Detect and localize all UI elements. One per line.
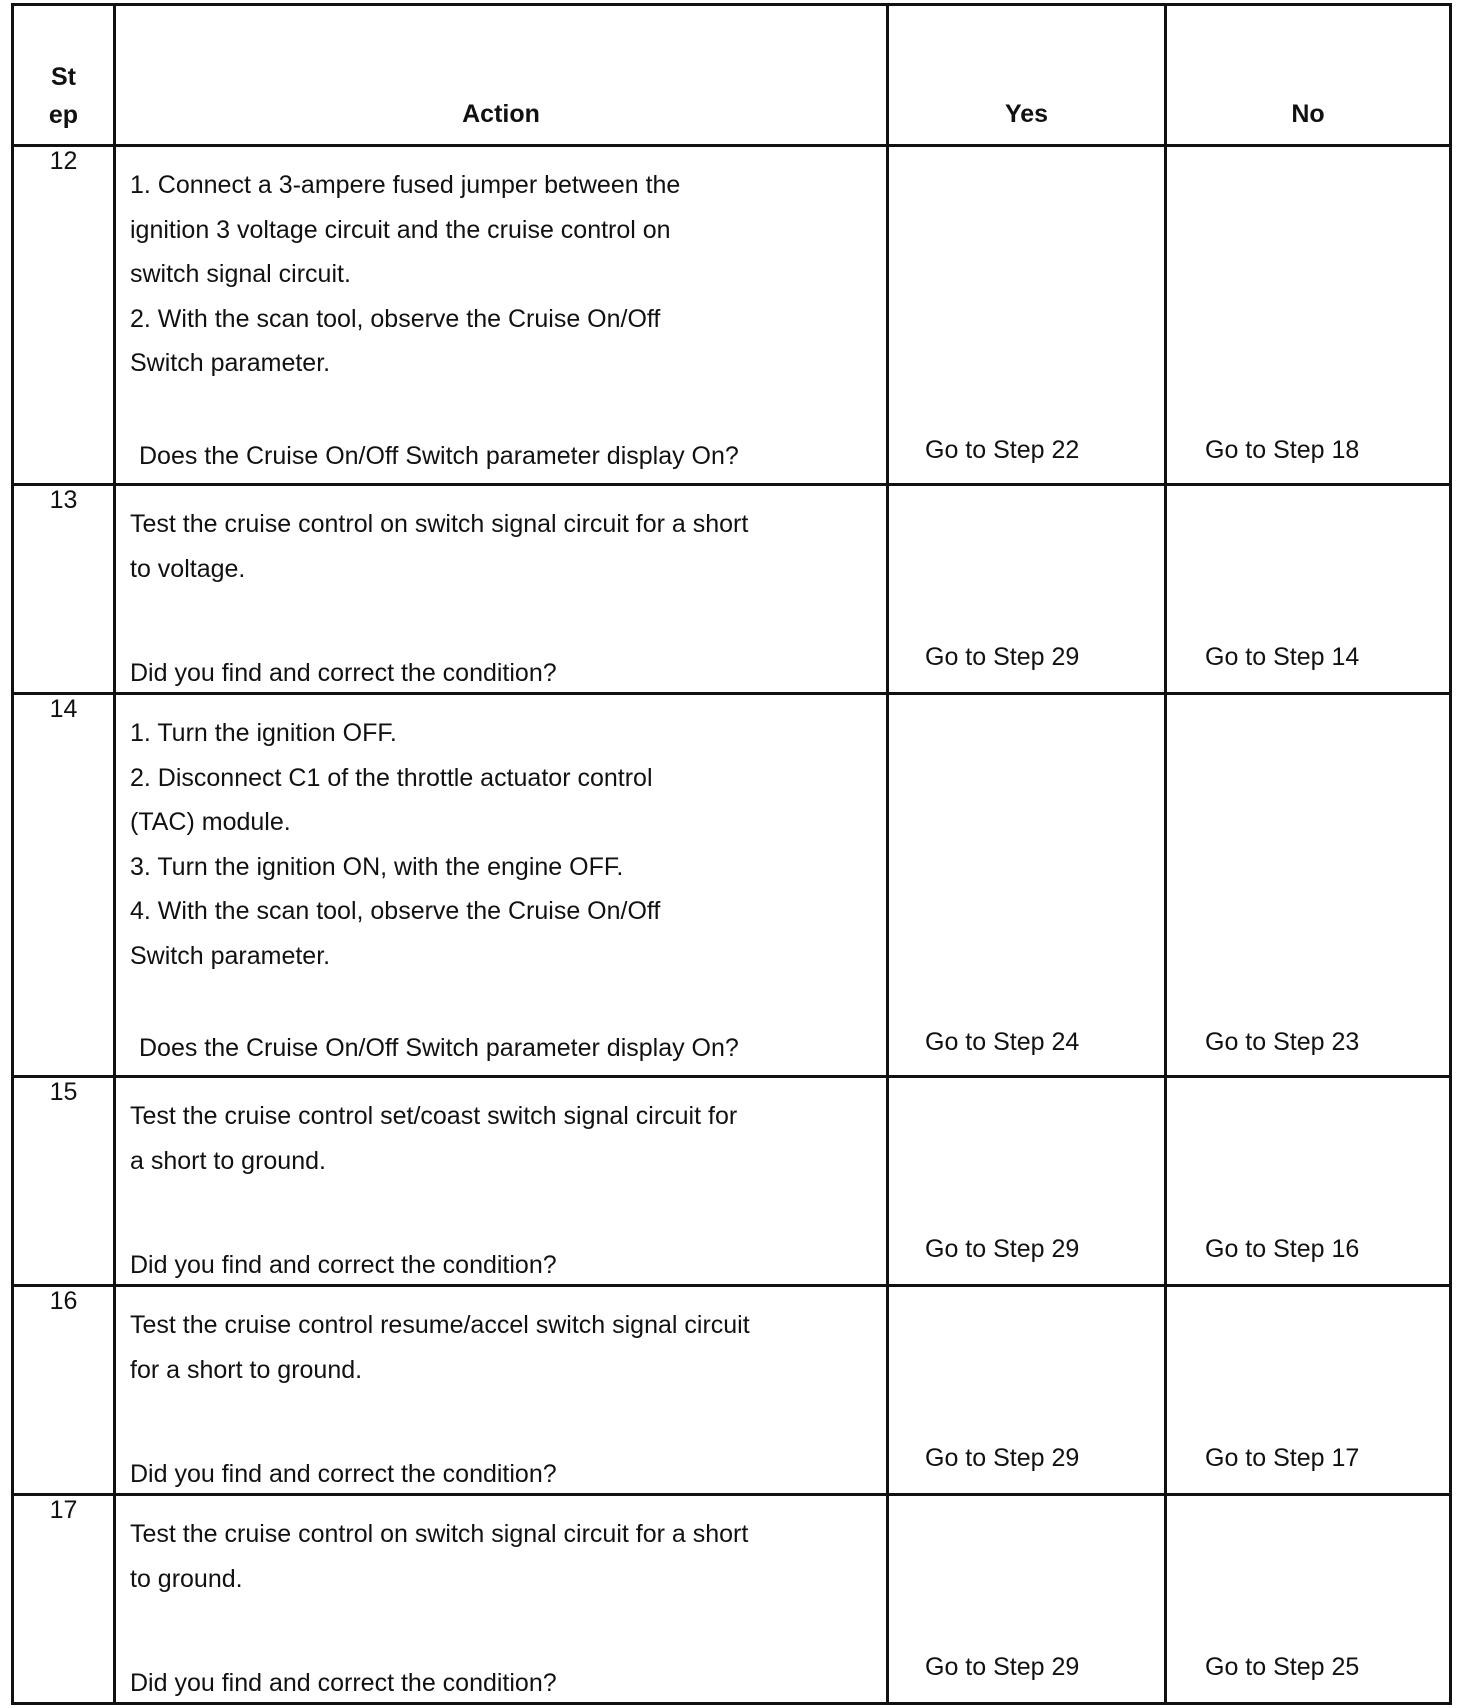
action-line: 1. Connect a 3-ampere fused jumper between the [130, 171, 681, 199]
action-line: Test the cruise control resume/accel switch signal circuit [130, 1311, 750, 1339]
table-row [13, 146, 1451, 485]
action-instructions [130, 1512, 876, 1601]
yes-result: Go to Step 29 [925, 1235, 1080, 1263]
yes-cell [888, 146, 1166, 485]
action-cell [115, 1077, 888, 1286]
step-number: 17 [13, 1495, 115, 1704]
no-cell [1166, 146, 1451, 485]
yes-result: Go to Step 24 [925, 1028, 1080, 1056]
yes-cell [888, 1286, 1166, 1495]
no-cell [1166, 1077, 1451, 1286]
no-result: Go to Step 23 [1205, 1028, 1360, 1056]
action-line: to voltage. [130, 554, 246, 583]
header-action: Action [115, 5, 888, 146]
action-cell [115, 1495, 888, 1704]
action-question: Did you find and correct the condition? [130, 1669, 557, 1697]
action-line: ignition 3 voltage circuit and the cruise control on [130, 215, 671, 244]
action-instructions [130, 502, 876, 591]
action-instructions [130, 1303, 876, 1392]
step-number: 14 [13, 694, 115, 1077]
no-cell [1166, 1495, 1451, 1704]
action-line: (TAC) module. [130, 808, 291, 836]
step-number: 13 [13, 485, 115, 694]
table-header-row [13, 5, 1451, 146]
no-result: Go to Step 16 [1205, 1235, 1360, 1263]
no-result: Go to Step 18 [1205, 436, 1360, 464]
action-cell [115, 146, 888, 485]
action-line: Test the cruise control on switch signal circuit for a short [130, 510, 749, 538]
yes-result: Go to Step 29 [925, 643, 1080, 671]
action-question: Did you find and correct the condition? [130, 1251, 557, 1279]
action-question: Did you find and correct the condition? [130, 1460, 557, 1488]
table-row [13, 1077, 1451, 1286]
table-row [13, 1495, 1451, 1704]
header-step [13, 5, 115, 146]
no-result: Go to Step 17 [1205, 1444, 1360, 1472]
action-line: to ground. [130, 1564, 243, 1593]
action-line: for a short to ground. [130, 1355, 363, 1384]
table-row [13, 1286, 1451, 1495]
action-line: Test the cruise control set/coast switch signal circuit for [130, 1102, 738, 1130]
table-row [13, 694, 1451, 1077]
action-line: 2. With the scan tool, observe the Cruise On/Off [130, 304, 661, 333]
yes-result: Go to Step 22 [925, 436, 1080, 464]
no-result: Go to Step 14 [1205, 643, 1360, 671]
yes-cell [888, 485, 1166, 694]
diagnostic-table [11, 3, 1452, 1705]
action-line: a short to ground. [130, 1146, 326, 1175]
action-line: 1. Turn the ignition OFF. [130, 719, 397, 747]
action-line: 2. Disconnect C1 of the throttle actuator control [130, 763, 653, 792]
no-cell [1166, 1286, 1451, 1495]
header-no: No [1166, 5, 1451, 146]
action-line: switch signal circuit. [130, 260, 351, 288]
action-instructions [130, 711, 876, 978]
header-yes: Yes [888, 5, 1166, 146]
no-cell [1166, 485, 1451, 694]
action-cell [115, 694, 888, 1077]
step-number: 15 [13, 1077, 115, 1286]
action-cell [115, 1286, 888, 1495]
action-instructions [130, 1094, 876, 1183]
action-question: Did you find and correct the condition? [130, 659, 557, 687]
yes-result: Go to Step 29 [925, 1653, 1080, 1681]
action-question: Does the Cruise On/Off Switch parameter display On? [139, 442, 739, 470]
action-line: Switch parameter. [130, 941, 331, 970]
action-question: Does the Cruise On/Off Switch parameter display On? [139, 1034, 739, 1062]
action-instructions [130, 163, 876, 386]
action-line: Test the cruise control on switch signal circuit for a short [130, 1520, 749, 1548]
yes-cell [888, 694, 1166, 1077]
step-number: 12 [13, 146, 115, 485]
action-line: Switch parameter. [130, 349, 331, 377]
yes-result: Go to Step 29 [925, 1444, 1080, 1472]
no-cell [1166, 694, 1451, 1077]
action-line: 3. Turn the ignition ON, with the engine OFF. [130, 852, 624, 881]
header-step-label: St ep [48, 63, 79, 129]
no-result: Go to Step 25 [1205, 1653, 1360, 1681]
yes-cell [888, 1077, 1166, 1286]
step-number: 16 [13, 1286, 115, 1495]
action-line: 4. With the scan tool, observe the Cruise On/Off [130, 897, 661, 925]
action-cell [115, 485, 888, 694]
table-row [13, 485, 1451, 694]
yes-cell [888, 1495, 1166, 1704]
